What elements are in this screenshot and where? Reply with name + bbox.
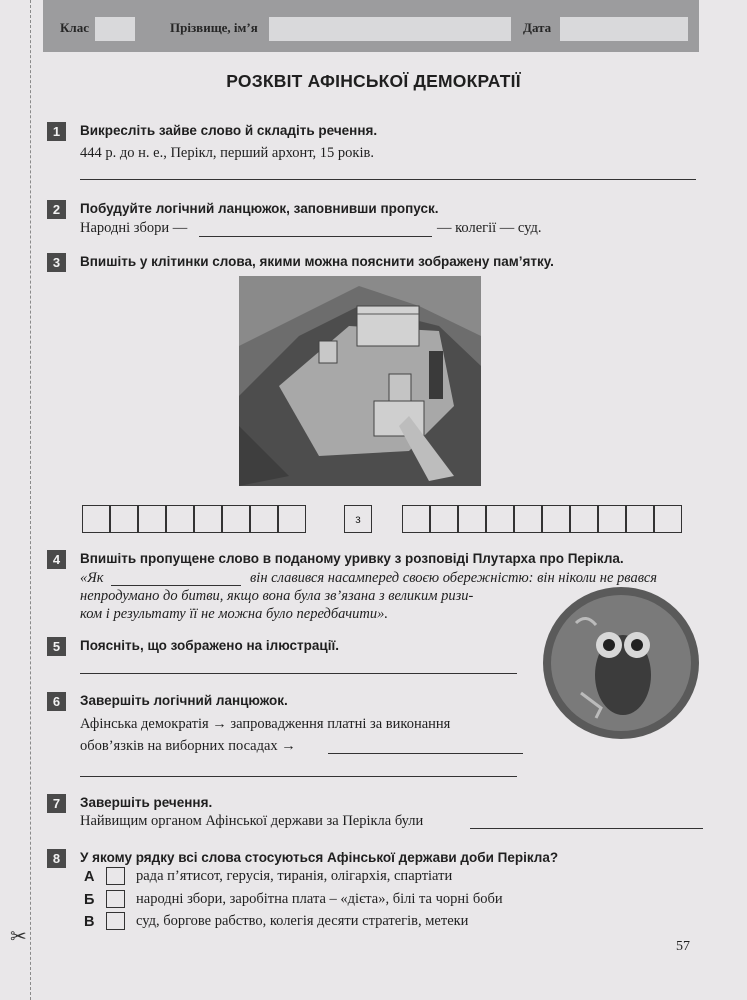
class-label: Клас bbox=[60, 20, 89, 35]
answer-cell[interactable] bbox=[458, 505, 486, 533]
date-label: Дата bbox=[523, 20, 552, 35]
task-7-question: Завершіть речення. bbox=[80, 795, 213, 810]
option-b-text: народні збори, заробітна плата – «дієта», білі та чорні боби bbox=[136, 891, 503, 907]
task-6-text-line-2: обов’язків на виборних посадах → bbox=[80, 738, 296, 754]
answer-cell[interactable] bbox=[222, 505, 250, 533]
task-2-number: 2 bbox=[47, 200, 66, 219]
task-3-number: 3 bbox=[47, 253, 66, 272]
task-1-answer-line[interactable] bbox=[80, 179, 696, 180]
answer-cell[interactable] bbox=[166, 505, 194, 533]
task-2-text-start: Народні збори — bbox=[80, 220, 188, 236]
task-5-question: Поясніть, що зображено на ілюстрації. bbox=[80, 638, 340, 653]
answer-cell[interactable] bbox=[138, 505, 166, 533]
answer-cell[interactable] bbox=[402, 505, 430, 533]
date-field[interactable] bbox=[560, 17, 688, 41]
task-2-question: Побудуйте логічний ланцюжок, заповнивши пропуск. bbox=[80, 201, 439, 216]
option-a-letter: А bbox=[84, 869, 95, 885]
owl-coin-illustration bbox=[541, 583, 701, 743]
task-1-number: 1 bbox=[47, 122, 66, 141]
scissors-icon: ✂ bbox=[10, 926, 27, 948]
task-4-quote-start: «Як bbox=[80, 570, 104, 586]
task-3-question: Впишіть у клітинки слова, якими можна пояснити зображену пам’ятку. bbox=[80, 254, 554, 269]
task-5-number: 5 bbox=[47, 637, 66, 656]
task-6-answer-line-1[interactable] bbox=[328, 753, 523, 754]
task-8-number: 8 bbox=[47, 849, 66, 868]
option-b-letter: Б bbox=[84, 892, 95, 908]
answer-cell[interactable] bbox=[430, 505, 458, 533]
answer-cell[interactable] bbox=[514, 505, 542, 533]
task-7-number: 7 bbox=[47, 794, 66, 813]
answer-cell[interactable] bbox=[570, 505, 598, 533]
cut-line bbox=[30, 0, 31, 1000]
task-6-question: Завершіть логічний ланцюжок. bbox=[80, 693, 288, 708]
task-4-quote-line-2: непродумано до битви, якщо вона була зв’язана з великим ризи- bbox=[80, 588, 474, 604]
acropolis-illustration bbox=[239, 276, 481, 486]
name-label: Прізвище, ім’я bbox=[170, 20, 258, 35]
answer-cell[interactable] bbox=[654, 505, 682, 533]
worksheet-header bbox=[43, 0, 699, 52]
answer-cell[interactable] bbox=[598, 505, 626, 533]
task-4-quote-line-3: ком і результату її не можна було передбачити». bbox=[80, 606, 388, 622]
task-6-number: 6 bbox=[47, 692, 66, 711]
answer-cell[interactable] bbox=[278, 505, 306, 533]
answer-cell[interactable] bbox=[486, 505, 514, 533]
answer-cell[interactable] bbox=[626, 505, 654, 533]
option-a-text: рада п’ятисот, герусія, тиранія, олігархія, спартіати bbox=[136, 868, 453, 884]
page-number: 57 bbox=[676, 939, 690, 954]
task-6-answer-line-2[interactable] bbox=[80, 776, 517, 777]
answer-cell[interactable] bbox=[250, 505, 278, 533]
answer-cell[interactable] bbox=[542, 505, 570, 533]
answer-cell[interactable] bbox=[194, 505, 222, 533]
task-4-question: Впишіть пропущене слово в поданому уривку з розповіді Плутарха про Перікла. bbox=[80, 551, 624, 566]
name-field[interactable] bbox=[269, 17, 511, 41]
task-2-answer-line[interactable] bbox=[199, 236, 432, 237]
task-7-text: Найвищим органом Афінської держави за Перікла були bbox=[80, 813, 424, 829]
answer-cell[interactable] bbox=[82, 505, 110, 533]
task-4-number: 4 bbox=[47, 550, 66, 569]
answer-cell[interactable] bbox=[110, 505, 138, 533]
task-7-answer-line[interactable] bbox=[470, 828, 703, 829]
option-c-letter: В bbox=[84, 914, 95, 930]
task-1-text: 444 р. до н. е., Перікл, перший архонт, 15 років. bbox=[80, 145, 374, 161]
task-4-answer-line[interactable] bbox=[111, 585, 241, 586]
answer-cell-middle[interactable]: з bbox=[344, 505, 372, 533]
task-4-quote-line-1: він славився насамперед своєю обережністю: він ніколи не рвався bbox=[250, 570, 658, 586]
task-6-text-line-1: Афінська демократія → запровадження платні за виконання bbox=[80, 716, 451, 732]
page-title: РОЗКВІТ АФІНСЬКОЇ ДЕМОКРАТІЇ bbox=[226, 71, 521, 91]
option-c-text: суд, боргове рабство, колегія десяти стратегів, метеки bbox=[136, 913, 469, 929]
option-c-checkbox[interactable] bbox=[106, 912, 125, 930]
task-2-text-end: — колегії — суд. bbox=[437, 220, 542, 236]
task-5-answer-line[interactable] bbox=[80, 673, 517, 674]
task-8-question: У якому рядку всі слова стосуються Афінської держави доби Перікла? bbox=[80, 850, 559, 865]
class-field[interactable] bbox=[95, 17, 135, 41]
task-1-question: Викресліть зайве слово й складіть речення. bbox=[80, 123, 378, 138]
option-a-checkbox[interactable] bbox=[106, 867, 125, 885]
option-b-checkbox[interactable] bbox=[106, 890, 125, 908]
